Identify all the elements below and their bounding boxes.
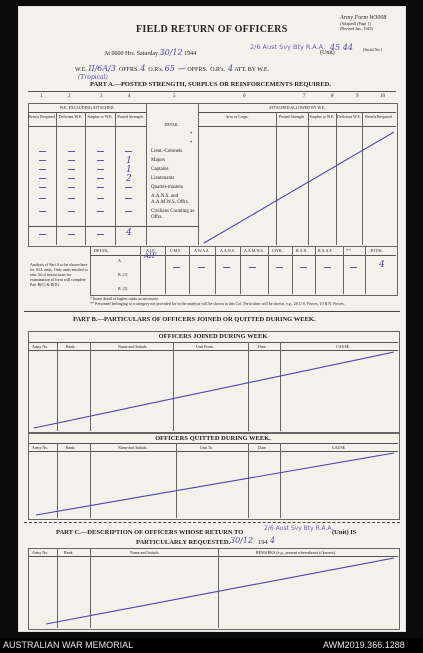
joined-col-army-no: Army No. bbox=[32, 344, 49, 349]
cancel-stroke bbox=[28, 451, 398, 518]
hand-dash bbox=[125, 198, 132, 199]
hand-dash bbox=[68, 187, 75, 188]
rule bbox=[24, 522, 400, 523]
part-c-title: PART C.—DESCRIPTION OF OFFICERS WHOSE RETURN TO bbox=[56, 529, 244, 536]
hand-dash bbox=[249, 267, 256, 268]
rank-captains: Captains bbox=[151, 167, 169, 172]
header-right-reints: Rein'ts Required. bbox=[365, 114, 393, 119]
col-num-1: 1 bbox=[40, 94, 43, 99]
hand-dash bbox=[97, 160, 104, 161]
hand-dash bbox=[97, 169, 104, 170]
hand-dash bbox=[300, 267, 307, 268]
posted-majors-handwritten: 1 bbox=[126, 156, 132, 166]
hand-dash bbox=[276, 267, 283, 268]
col-num-2: 2 bbox=[68, 94, 71, 99]
cancel-stroke bbox=[198, 126, 396, 245]
joined-col-name: Name and Initials. bbox=[118, 344, 148, 349]
joined-col-rank: Rank. bbox=[66, 344, 76, 349]
part-c-col-rank: Rank. bbox=[64, 550, 74, 555]
hand-dash bbox=[97, 211, 104, 212]
offrs-handwritten: 4 bbox=[140, 64, 146, 73]
hand-dash bbox=[39, 178, 46, 179]
analysis-header-aif: A.I.F. bbox=[146, 248, 156, 253]
part-c-unit-stamp: 2/6 Aust Svy Bty R.A.A. bbox=[264, 525, 334, 532]
analysis-total-handwritten: 4 bbox=[379, 260, 385, 270]
col-num-8: 8 bbox=[331, 94, 334, 99]
rule bbox=[28, 226, 198, 227]
rule bbox=[268, 246, 269, 294]
footnote-2: ** Personnel belonging to a category not provided for in the analysis will be shown in this Col. Particulars will be shown, e.g., 26 U.S. Forces; 10 R.N. Forces. bbox=[90, 301, 345, 306]
hand-dash bbox=[97, 178, 104, 179]
form-adapted: (Adapted) (Page 1) bbox=[340, 21, 371, 26]
col-num-10: 10 bbox=[380, 94, 385, 99]
form-page bbox=[18, 6, 406, 632]
rule bbox=[165, 246, 166, 294]
analysis-header-awas: A.W.A.S. bbox=[194, 248, 210, 253]
rule bbox=[292, 246, 293, 294]
rule bbox=[28, 91, 396, 92]
year-label: 1944 bbox=[184, 51, 197, 57]
hand-dash bbox=[125, 211, 132, 212]
hand-dash bbox=[39, 160, 46, 161]
ors2-label: O.R's. bbox=[210, 67, 225, 73]
posted-captains-handwritten: 1 bbox=[126, 165, 132, 175]
rule bbox=[146, 103, 147, 245]
asterisk-mark: * bbox=[190, 141, 193, 146]
part-c-year-handwritten: 4 bbox=[270, 536, 276, 545]
hand-dash bbox=[173, 267, 180, 268]
analysis-header-cmf: C.M.F. bbox=[170, 248, 182, 253]
analysis-header-other: * * bbox=[346, 248, 351, 253]
date-handwritten: 30/12 bbox=[159, 48, 183, 57]
ors-handwritten: 65 bbox=[164, 64, 175, 73]
rule bbox=[240, 246, 241, 294]
part-c-col-army-no: Army No. bbox=[32, 550, 49, 555]
archive-footer bbox=[0, 638, 423, 653]
part-b-title: PART B.—PARTICULARS OF OFFICERS JOINED OR QUITTED DURING WEEK. bbox=[73, 316, 316, 323]
joined-title: OFFICERS JOINED DURING WEEK bbox=[158, 333, 268, 340]
analysis-header-detail: DETAIL. bbox=[94, 248, 110, 253]
col-num-6: 6 bbox=[243, 94, 246, 99]
we-excluding-header: W.E. EXCLUDING ATTACHED. bbox=[59, 105, 115, 110]
rule bbox=[28, 443, 398, 444]
rule bbox=[198, 112, 396, 113]
col-num-3: 3 bbox=[100, 94, 103, 99]
attached-header: ATTACHED ALLOWED BY W.E. bbox=[268, 105, 326, 110]
att-label: ATT. BY W.E. bbox=[234, 67, 270, 73]
hand-dash bbox=[68, 178, 75, 179]
quitted-col-unit-to: Unit To. bbox=[200, 445, 214, 450]
cancel-stroke bbox=[28, 556, 398, 628]
rank-lieutenants: Lieutenants bbox=[151, 176, 175, 181]
quitted-title: OFFICERS QUITTED DURING WEEK. bbox=[155, 435, 271, 442]
analysis-note: Analysis of Part A to be shown here for ALL units. Only units entitled to rein. Id of instructions for examination of form will complete Part B(C) & B(D). bbox=[30, 262, 88, 287]
column-number-row bbox=[28, 94, 396, 102]
rank-aans: A.A.N.S. and A.A.M.W.S. Offrs. bbox=[151, 194, 189, 205]
part-c-year-label: 194 bbox=[258, 539, 268, 546]
hand-dash bbox=[125, 187, 132, 188]
analysis-row-b1: B. (1) bbox=[118, 272, 128, 277]
header-arm-corps: Arm or Corps. bbox=[225, 114, 249, 119]
hand-dash bbox=[223, 267, 230, 268]
header-posted-strength: Posted Strength. bbox=[117, 114, 144, 119]
rule bbox=[24, 311, 400, 312]
form-revised: (Revised Jan., 1943) bbox=[340, 26, 373, 31]
ors-label: O.R's. bbox=[148, 67, 164, 73]
at-label: At 0600 Hrs. Saturday bbox=[104, 51, 158, 57]
rule bbox=[28, 342, 398, 343]
analysis-row-b2: B. (2) bbox=[118, 286, 128, 291]
hand-dash bbox=[39, 198, 46, 199]
header-right-posted: Posted Strength. bbox=[278, 114, 306, 119]
army-form-number: Army Form W3008 bbox=[340, 15, 387, 21]
analysis-header-aamws: A.A.M.W.S. bbox=[244, 248, 264, 253]
we-line bbox=[75, 64, 269, 73]
hand-dash bbox=[97, 198, 104, 199]
asterisk-mark: * bbox=[190, 132, 193, 137]
analysis-header-aans: A.A.N.S. bbox=[220, 248, 235, 253]
hand-dash bbox=[39, 234, 46, 235]
hand-dash bbox=[39, 151, 46, 152]
hand-dash bbox=[39, 211, 46, 212]
unit-label: (Unit) bbox=[320, 50, 335, 56]
hand-dash bbox=[68, 160, 75, 161]
header-deficient-we: Deficient W.E. bbox=[58, 114, 83, 119]
serial-no-label: (Serial No.) bbox=[363, 47, 382, 52]
hand-dash bbox=[97, 234, 104, 235]
quitted-col-army-no: Army No. bbox=[32, 445, 49, 450]
rule bbox=[28, 112, 146, 113]
serial-number-handwritten: 45 44 bbox=[330, 43, 353, 52]
cancel-stroke bbox=[28, 350, 398, 431]
rule bbox=[365, 246, 366, 294]
rule bbox=[28, 126, 146, 127]
total-posted-handwritten: 4 bbox=[126, 228, 132, 238]
analysis-header-civil: CIVIL. bbox=[272, 248, 284, 253]
footer-institution: AUSTRALIAN WAR MEMORIAL bbox=[3, 640, 134, 650]
detail-header: DETAIL. bbox=[164, 122, 180, 127]
header-reints-required: Rein'ts Required. bbox=[28, 114, 56, 119]
offrs-label: OFFRS. bbox=[118, 67, 139, 73]
footnote-1: * Insert detail of higher ranks as necessary. bbox=[90, 296, 159, 301]
col-num-9: 9 bbox=[356, 94, 359, 99]
hand-dash bbox=[68, 198, 75, 199]
we-handwritten: II/6A/3 bbox=[88, 64, 116, 73]
hand-dash bbox=[68, 151, 75, 152]
rule bbox=[215, 246, 216, 294]
hand-dash bbox=[39, 187, 46, 188]
header-surplus-we: Surplus to W.E. bbox=[87, 114, 113, 119]
analysis-header-ran: R.A.N. bbox=[296, 248, 308, 253]
quitted-col-rank: Rank. bbox=[66, 445, 76, 450]
analysis-header-raaf: R.A.A.F. bbox=[318, 248, 333, 253]
unit-stamp: 2/6 Aust Svy Bty R.A.A. bbox=[250, 43, 326, 51]
col-num-5: 5 bbox=[173, 94, 176, 99]
hand-dash bbox=[350, 267, 357, 268]
tropical-handwritten: (Tropical) bbox=[78, 74, 108, 81]
header-right-deficient: Deficient W.E. bbox=[337, 114, 361, 119]
hand-dash bbox=[39, 169, 46, 170]
col-num-7: 7 bbox=[303, 94, 306, 99]
hand-dash bbox=[198, 267, 205, 268]
rank-lieut-colonels: Lieut.-Colonels bbox=[151, 149, 183, 154]
analysis-row-a: A. bbox=[118, 258, 122, 263]
offrs2-handwritten: — bbox=[177, 64, 186, 73]
analysis-header-row bbox=[92, 248, 396, 254]
analysis-header-total: TOTAL. bbox=[370, 248, 384, 253]
footer-accession-number: AWM2019.366.1288 bbox=[323, 640, 405, 650]
rule bbox=[343, 246, 344, 294]
quitted-col-cause: CAUSE. bbox=[332, 445, 347, 450]
hand-dash bbox=[68, 169, 75, 170]
header-right-surplus: Surplus to W.E. bbox=[309, 114, 335, 119]
rule bbox=[140, 246, 141, 294]
joined-col-cause: CAUSE. bbox=[336, 344, 351, 349]
hand-dash bbox=[324, 267, 331, 268]
hand-dash bbox=[125, 151, 132, 152]
part-c-col-remarks: REMARKS (e.g., present whereabouts if known). bbox=[256, 550, 336, 555]
hand-dash bbox=[68, 211, 75, 212]
att-handwritten: 4 bbox=[227, 64, 234, 73]
at-line bbox=[104, 48, 196, 57]
part-c-col-name: Name and Initials. bbox=[130, 550, 160, 555]
rule bbox=[189, 246, 190, 294]
rank-civilians: Civilians Counting as Offrs. bbox=[151, 209, 195, 220]
quitted-col-name: Name and Initials. bbox=[118, 445, 148, 450]
joined-col-date: Date. bbox=[258, 344, 267, 349]
rank-quartermasters: Quarter-masters bbox=[151, 185, 184, 190]
hand-dash bbox=[97, 187, 104, 188]
rule bbox=[315, 246, 316, 294]
army-form-ref bbox=[340, 16, 406, 31]
posted-lieutenants-handwritten: 2 bbox=[126, 174, 132, 184]
rank-majors: Majors bbox=[151, 158, 166, 163]
col-num-4: 4 bbox=[128, 94, 131, 99]
hand-dash bbox=[68, 234, 75, 235]
we-label: W.E. bbox=[75, 67, 87, 73]
hand-dash bbox=[97, 151, 104, 152]
part-c-unit-suffix: (Unit) IS bbox=[332, 529, 357, 536]
quitted-col-date: Date. bbox=[258, 445, 267, 450]
offrs2-label: OFFRS. bbox=[187, 67, 208, 73]
form-title: FIELD RETURN OF OFFICERS bbox=[136, 24, 288, 35]
part-a-title: PART A.—POSTED STRENGTH, SURPLUS OR REINFORCEMENTS REQUIRED. bbox=[90, 81, 331, 88]
rule bbox=[90, 255, 396, 256]
part-c-date-handwritten: 30/12 bbox=[230, 536, 254, 545]
part-c-particularly: PARTICULARLY REQUESTED. bbox=[136, 539, 231, 546]
aif-handwritten: AIF bbox=[144, 252, 157, 260]
joined-col-unit-from: Unit From. bbox=[196, 344, 214, 349]
